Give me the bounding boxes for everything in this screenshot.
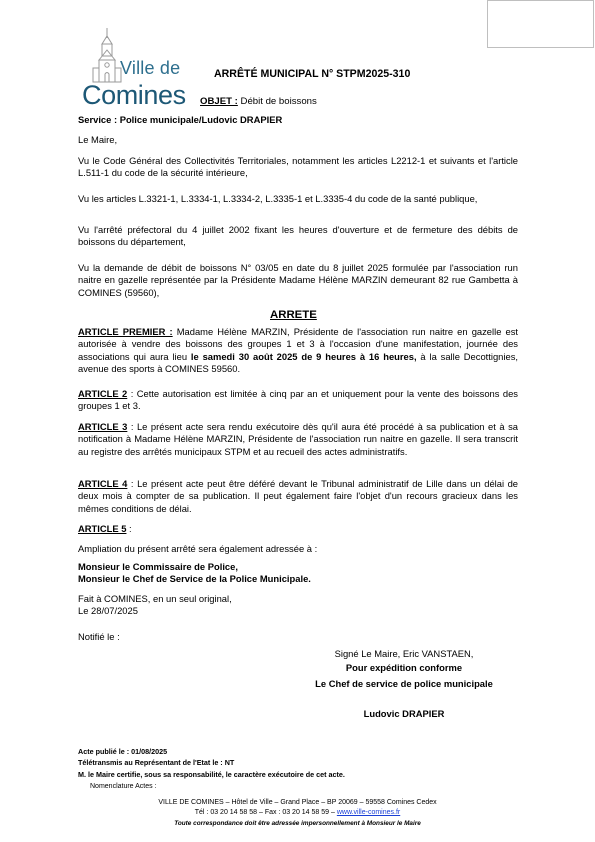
signature-line-2: Pour expédition conforme xyxy=(345,662,463,673)
footer-address: VILLE DE COMINES – Hôtel de Ville – Grand Place – BP 20069 – 59558 Comines Cedex xyxy=(158,799,437,806)
arrete-heading: ARRETE xyxy=(270,309,317,321)
recipient-1: Monsieur le Commissaire de Police, xyxy=(78,561,238,572)
objet-text: Débit de boissons xyxy=(237,96,317,107)
objet-line xyxy=(200,96,317,107)
footer-correspondance: Toute correspondance doit être adressée impersonnellement à Monsieur le Maire xyxy=(174,820,421,827)
vu-4: Vu la demande de débit de boissons N° 03/05 en date du 8 juillet 2025 formulée par l'association run naitre en gazelle représentée par la Présidente Madame Hélène MARZIN demeurant 82 rue Gambetta à COMINES (59560), xyxy=(78,262,518,298)
footer-contact xyxy=(0,808,595,817)
vu-2: Vu les articles L.3321-1, L.3334-1, L.3334-2, L.3335-1 et L.3335-4 du code de la santé publique, xyxy=(78,193,478,204)
city-logo xyxy=(82,28,194,108)
article-2 xyxy=(78,388,518,413)
stamp-box xyxy=(487,0,594,48)
article-3-label: ARTICLE 3 xyxy=(78,421,128,432)
objet-label: OBJET : xyxy=(200,96,238,107)
footer-tel: Tél : 03 20 14 58 58 – Fax : 03 20 14 58 59 – xyxy=(194,809,337,816)
signature-line-3: Le Chef de service de police municipale xyxy=(315,678,493,689)
notifie-line: Notifié le : xyxy=(78,631,120,642)
article-4-text: : Le présent acte peut être déféré devant le Tribunal administratif de Lille dans un délai de deux mois à compter de sa publication. Il peut également faire l'objet d'un recours gracieux dans les mêmes conditions de délai. xyxy=(78,478,518,514)
signature-line-1: Signé Le Maire, Eric VANSTAEN, xyxy=(334,648,474,659)
article-1 xyxy=(78,326,518,375)
vu-1: Vu le Code Général des Collectivités Territoriales, notamment les articles L2212-1 et suivants et l'article L.511-1 du code de la sécurité intérieure, xyxy=(78,155,518,179)
article-1-bold: le samedi 30 août 2025 de 9 heures à 16 heures, xyxy=(190,350,417,362)
service-line: Service : Police municipale/Ludovic DRAPIER xyxy=(78,114,283,125)
footer-teletransmis: Télétransmis au Représentant de l'Etat le : NT xyxy=(78,758,235,767)
article-5-text: : xyxy=(126,523,132,534)
recipient-2: Monsieur le Chef de Service de la Police Municipale. xyxy=(78,573,311,584)
footer-certifie: M. le Maire certifie, sous sa responsabilité, le caractère exécutoire de cet acte. xyxy=(78,770,345,779)
article-1-text2: à la salle Decottignies, avenue des sports à COMINES 59560. xyxy=(78,350,518,374)
footer-publie: Acte publié le : 01/08/2025 xyxy=(78,747,168,756)
signature-name: Ludovic DRAPIER xyxy=(363,708,445,719)
article-3 xyxy=(78,421,518,458)
article-4 xyxy=(78,478,518,515)
logo-line1: Ville de xyxy=(120,58,181,78)
logo-line2: Comines xyxy=(82,80,186,110)
article-4-label: ARTICLE 4 xyxy=(78,478,128,489)
article-3-text: : Le présent acte sera rendu exécutoire dès qu'il aura été procédé à sa publication et à sa notification à Madame Hélène MARZIN, Présidente de l'association run naitre en gazelle. Il sera transcrit au registre des arrêtés municipaux STPM et au recueil des actes administratifs. xyxy=(78,421,518,457)
le-maire: Le Maire, xyxy=(78,134,118,145)
date-line: Le 28/07/2025 xyxy=(78,605,138,616)
article-2-text: : Cette autorisation est limitée à cinq par an et uniquement pour la vente des boissons des groupes 1 et 3. xyxy=(78,388,518,412)
article-1-label: ARTICLE PREMIER : xyxy=(78,326,173,337)
article-2-label: ARTICLE 2 xyxy=(78,388,128,399)
footer-nomenclature: Nomenclature Actes : xyxy=(90,783,157,790)
fait-line: Fait à COMINES, en un seul original, xyxy=(78,593,232,604)
article-5 xyxy=(78,523,518,535)
document-title: ARRÊTÉ MUNICIPAL N° STPM2025-310 xyxy=(214,68,411,80)
vu-3: Vu l'arrêté préfectoral du 4 juillet 2002 fixant les heures d'ouverture et de fermeture des débits de boissons du département, xyxy=(78,224,518,248)
article-5-label: ARTICLE 5 xyxy=(78,523,127,534)
ampliation: Ampliation du présent arrêté sera également adressée à : xyxy=(78,543,318,554)
website-link[interactable]: www.ville-comines.fr xyxy=(336,809,401,816)
article-1-text1: Madame Hélène MARZIN, Présidente de l'association run naitre en gazelle est autorisée à vendre des boissons des groupes 1 et 3 à l'occasion d'une manifestation, journée des associations qui aura lieu xyxy=(78,326,518,362)
